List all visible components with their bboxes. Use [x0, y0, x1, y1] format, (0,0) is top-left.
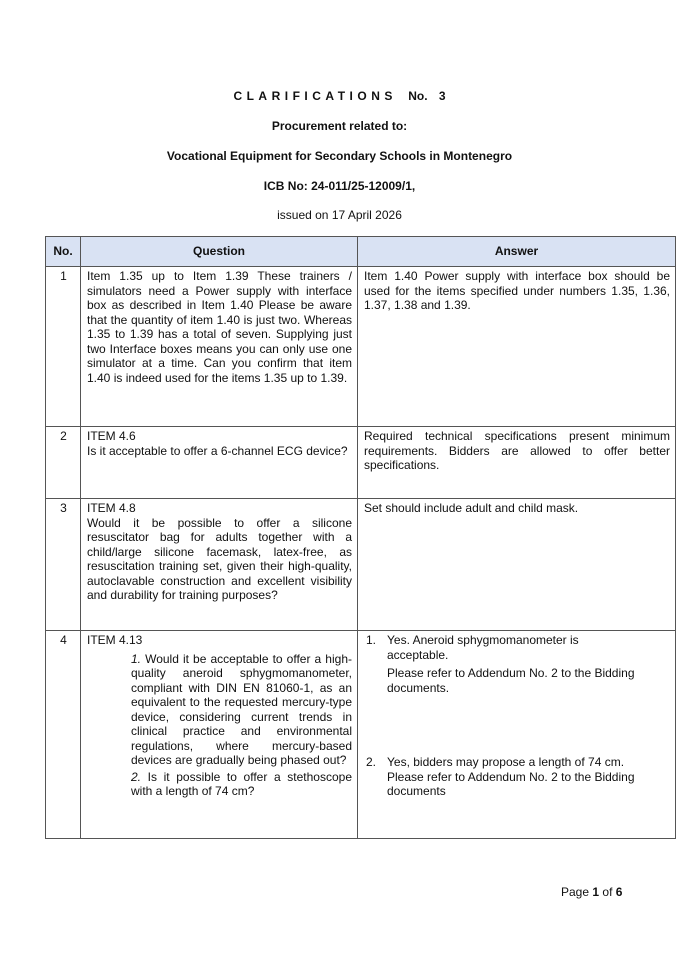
- answer-item-1: [366, 633, 670, 695]
- page-of-label: of: [602, 885, 613, 899]
- question-text: Is it acceptable to offer a 6-channel ECG device?: [87, 443, 348, 458]
- question-cell: [81, 499, 358, 631]
- row-number: 4: [46, 631, 81, 839]
- question-cell: [81, 427, 358, 499]
- answer-cell: Item 1.40 Power supply with interface box should be used for the items specified under numbers 1.35, 1.36, 1.37, 1.38 and 1.39.: [358, 267, 676, 427]
- question-cell: Item 1.35 up to Item 1.39 These trainers / simulators need a Power supply with interface box as described in Item 1.40 Please be aware that the quantity of item 1.40 is just two. Whereas 1.35 to 1.39 has a total of seven. Supplying just two Interface boxes means you can only use one simulator at a time. Can you confirm that item 1.40 is indeed used for the items 1.35 up to 1.39.: [81, 267, 358, 427]
- row-number: 1: [46, 267, 81, 427]
- table-row: [46, 267, 676, 427]
- row-number: 2: [46, 427, 81, 499]
- answer-cell: Set should include adult and child mask.: [358, 499, 676, 631]
- item-reference: ITEM 4.13: [87, 633, 143, 647]
- item-reference: ITEM 4.8: [87, 501, 136, 515]
- project-name: Vocational Equipment for Secondary Schools in Montenegro: [166, 149, 513, 163]
- issue-date: issued on 17 April 2026: [277, 208, 402, 222]
- answer-item-2: [366, 755, 670, 799]
- answer-reference: Please refer to Addendum No. 2 to the Bidding documents.: [387, 666, 635, 695]
- icb-number: ICB No: 24-011/25-12009/1,: [263, 179, 416, 193]
- page-total: 6: [615, 885, 623, 899]
- sub-question-number: 2.: [131, 769, 142, 784]
- answer-text: Yes. Aneroid sphygmomanometer is acceptable.: [387, 633, 579, 662]
- row-number: 3: [46, 499, 81, 631]
- page-indicator: [561, 885, 622, 899]
- table-row: [46, 427, 676, 499]
- column-header-question: Question: [81, 237, 358, 267]
- document-title: [0, 89, 679, 103]
- answer-number: 2.: [366, 755, 377, 769]
- table-header-row: [46, 237, 676, 267]
- answer-cell: Required technical specifications present minimum requirements. Bidders are allowed to offer better specifications.: [358, 427, 676, 499]
- page-current: 1: [592, 885, 600, 899]
- sub-question-number: 1.: [131, 651, 142, 666]
- question-text: Would it be possible to offer a silicone resuscitator bag for adults together with a child/large silicone facemask, latex-free, as resuscitation training set, given their high-quality, autoclavable construction and excellent visibility and durability for training purposes?: [87, 515, 352, 602]
- page-label: Page: [561, 885, 590, 899]
- table-row: [46, 499, 676, 631]
- question-cell: [81, 631, 358, 839]
- answer-reference: Please refer to Addendum No. 2 to the Bidding documents: [387, 769, 635, 798]
- column-header-no: No.: [46, 237, 81, 267]
- answer-cell: [358, 631, 676, 839]
- title-word: CLARIFICATIONS: [233, 89, 397, 103]
- sub-question-2: [87, 770, 352, 799]
- sub-question-text: Is it possible to offer a stethoscope with a length of 74 cm?: [131, 769, 352, 798]
- answer-text: Yes, bidders may propose a length of 74 cm.: [387, 755, 625, 769]
- title-number: No. 3: [408, 89, 446, 103]
- column-header-answer: Answer: [358, 237, 676, 267]
- table-row: [46, 631, 676, 839]
- answer-number: 1.: [366, 633, 377, 647]
- item-reference: ITEM 4.6: [87, 429, 136, 443]
- clarifications-table: [45, 236, 676, 839]
- sub-question-1: [87, 652, 352, 768]
- sub-question-text: Would it be acceptable to offer a high-quality aneroid sphygmomanometer, compliant with DIN EN 81060-1, as an equivalent to the requested mercury-type device, considering current trends in clinical practice and environmental regulations, where mercury-based devices are gradually being phased out?: [131, 651, 352, 767]
- procurement-label: Procurement related to:: [271, 119, 408, 133]
